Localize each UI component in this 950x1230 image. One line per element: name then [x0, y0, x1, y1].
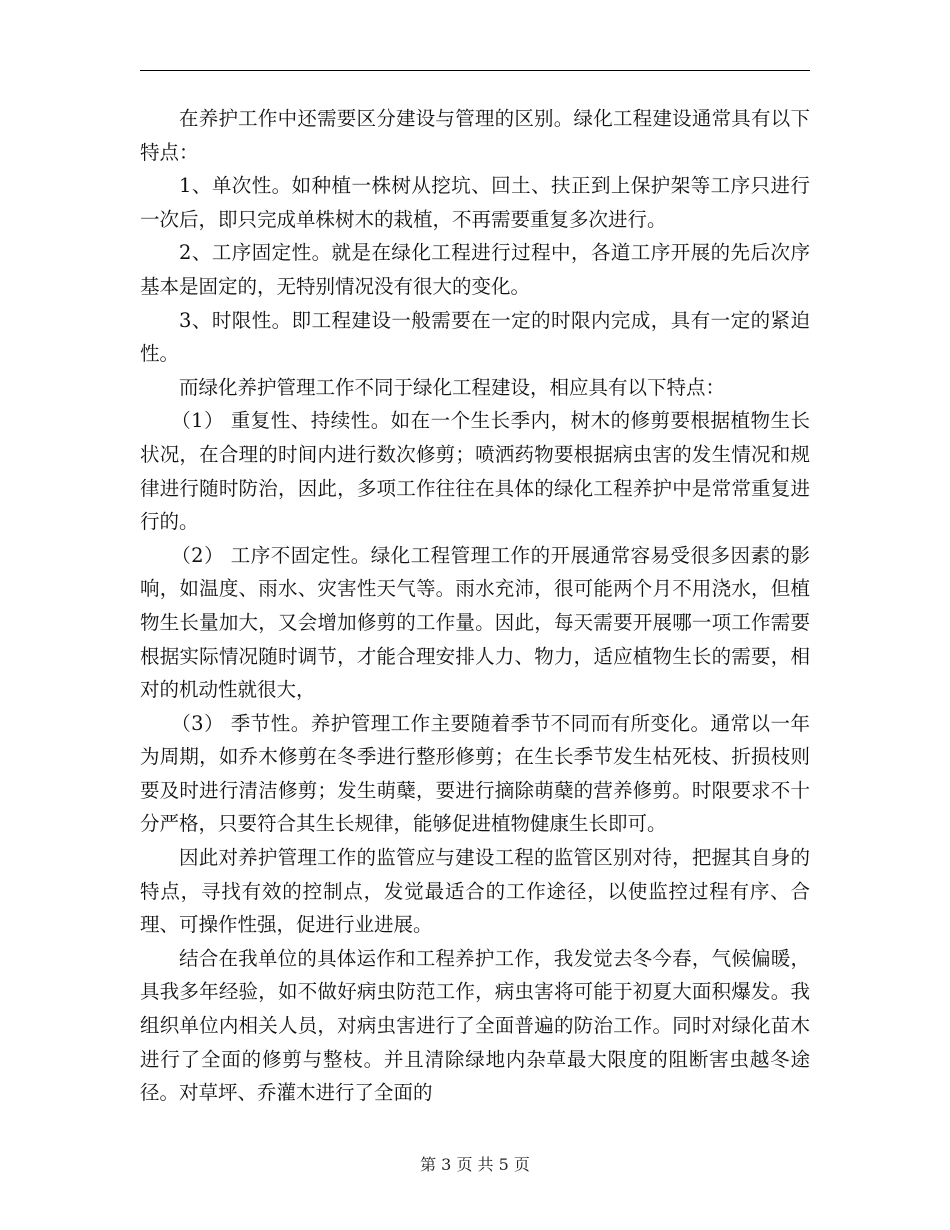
paragraph: 结合在我单位的具体运作和工程养护工作，我发觉去冬今春，气候偏暖，具我多年经验，如不做好病虫防范工作，病虫害将可能于初夏大面积爆发。我组织单位内相关人员，对病虫害进行了全面普遍的防治工作。同时对绿化苗木进行了全面的修剪与整枝。并且清除绿地内杂草最大限度的阻断害虫越冬途径。对草坪、乔灌木进行了全面的 — [140, 946, 810, 1105]
paragraph: （2） 工序不固定性。绿化工程管理工作的开展通常容易受很多因素的影响，如温度、雨水、灾害性天气等。雨水充沛，很可能两个月不用浇水，但植物生长量加大，又会增加修剪的工作量。因此，每天需要开展哪一项工作需要根据实际情况随时调节，才能合理安排人力、物力，适应植物生长的需要，相对的机动性就很大， — [140, 543, 810, 702]
paragraph: 3、时限性。即工程建设一般需要在一定的时限内完成，具有一定的紧迫性。 — [140, 308, 810, 366]
paragraph: 1、单次性。如种植一株树从挖坑、回土、扶正到上保护架等工序只进行一次后，即只完成单株树木的栽植，不再需要重复多次进行。 — [140, 174, 810, 231]
body-text — [140, 102, 810, 1110]
page-number: 第 3 页 共 5 页 — [420, 1155, 530, 1174]
paragraph: 因此对养护管理工作的监管应与建设工程的监管区别对待，把握其自身的特点，寻找有效的控制点，发觉最适合的工作途径，以使监控过程有序、合理、可操作性强，促进行业进展。 — [140, 846, 810, 937]
paragraph: 2、工序固定性。就是在绿化工程进行过程中，各道工序开展的先后次序基本是固定的，无特别情况没有很大的变化。 — [140, 241, 810, 298]
paragraph: （1） 重复性、持续性。如在一个生长季内，树木的修剪要根据植物生长状况，在合理的时间内进行数次修剪；喷洒药物要根据病虫害的发生情况和规律进行随时防治，因此，多项工作往往在具体的绿化工程养护中是常常重复进行的。 — [140, 409, 810, 534]
paragraph: 在养护工作中还需要区分建设与管理的区别。绿化工程建设通常具有以下特点： — [140, 107, 810, 164]
paragraph: （3） 季节性。养护管理工作主要随着季节不同而有所变化。通常以一年为周期，如乔木修剪在冬季进行整形修剪；在生长季节发生枯死枝、折损枝则要及时进行清洁修剪；发生萌蘖，要进行摘除萌蘖的营养修剪。时限要求不十分严格，只要符合其生长规律，能够促进植物健康生长即可。 — [140, 711, 810, 836]
paragraph: 而绿化养护管理工作不同于绿化工程建设，相应具有以下特点： — [179, 375, 726, 399]
header-rule — [140, 70, 810, 71]
